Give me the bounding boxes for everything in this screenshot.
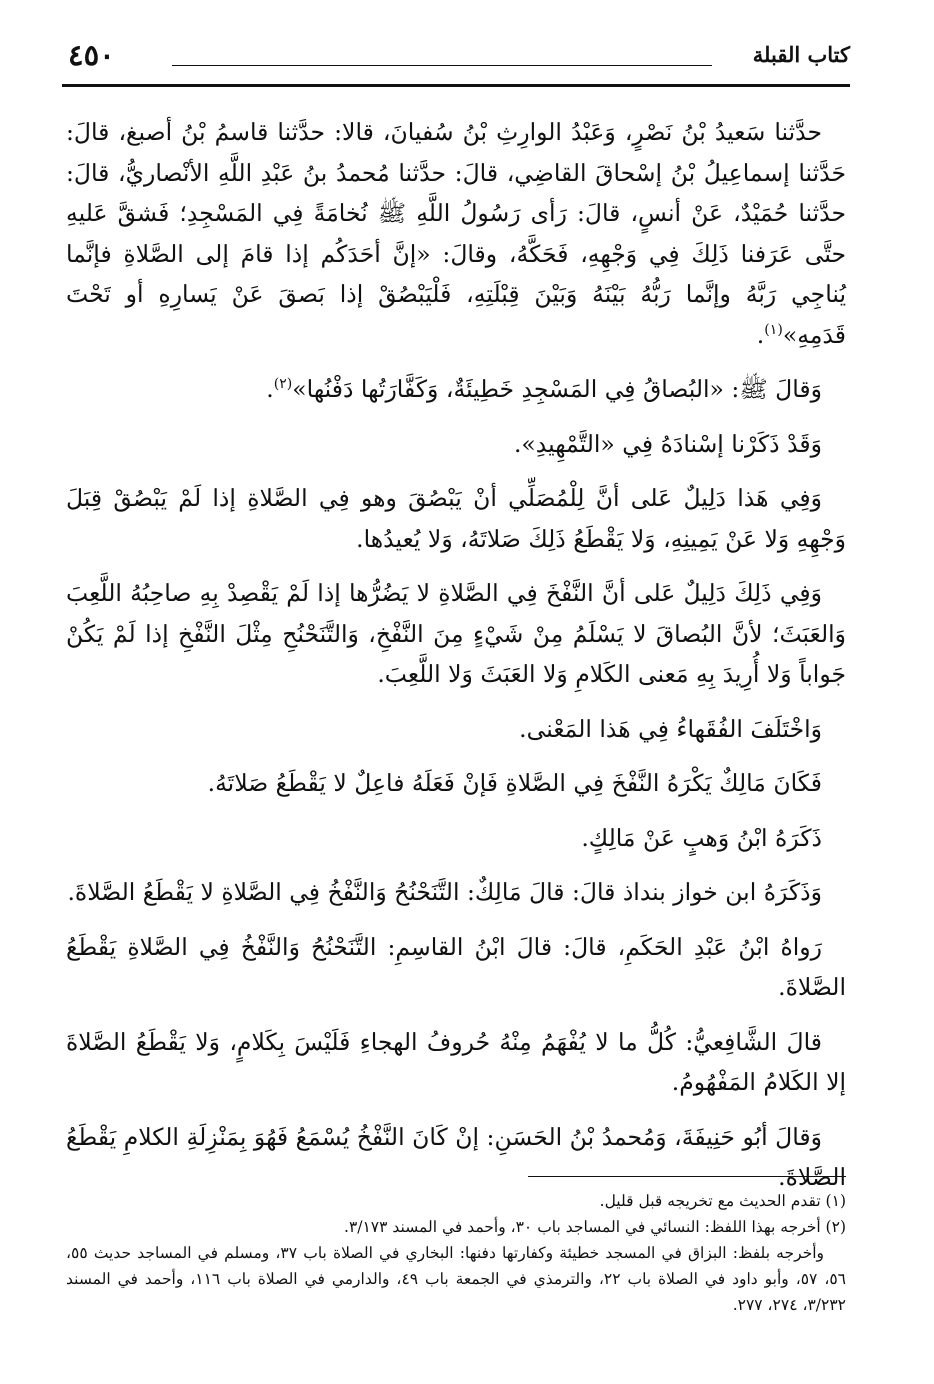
paragraph: وَقالَ أبُو حَنِيفَةَ، وَمُحمدُ بْنُ الحَسَنِ: إنْ كَانَ النَّفْخُ يُسْمَعُ فَهُوَ بِمَنْزِلَةِ الكلامِ يَقْطَعُ الصَّلاةَ. <box>66 1122 846 1191</box>
footnotes <box>66 1188 846 1318</box>
paragraph: حدَّثنا سَعيدُ بْنُ نَصْرٍ، وَعَبْدُ الوارِثِ بْنُ سُفيانَ، قالا: حدَّثنا قاسمُ بْنُ أصبغ، قالَ: حَدَّثنا إسماعِيلُ بْنُ إسْحاقَ القاضِي، قالَ: حدَّثنا مُحمدُ بنُ عَبْدِ اللَّهِ الأنْصاريُّ، قالَ: حدَّثنا حُمَيْدٌ، عَنْ أنسٍ، قالَ: رَأى رَسُولُ اللَّهِ ﷺ نُخامَةً فِي المَسْجِدِ؛ فَشقَّ عَليهِ حتَّى عَرَفنا ذَلِكَ فِي وَجْهِهِ، فَحَكَّهُ، وقالَ: «إنَّ أحَدَكُم إذا قامَ إلى الصَّلاةِ فإنَّما يُناجِي رَبَّهُ وإنَّما رَبُّهُ بَيْنَهُ وَبَيْنَ قِبْلَتِهِ، فَلْيَبْصُقْ إذا بَصقَ عَنْ يَسارِهِ أو تَحْتَ قَدَمِهِ»$^{(١)}$. <box>66 118 846 349</box>
footnote: (٢) أخرجه بهذا اللفظ: النسائي في المساجد باب ٣٠، وأحمد في المسند ٣/١٧٣. <box>344 1218 846 1236</box>
main-text <box>66 112 846 1212</box>
paragraph: قالَ الشَّافِعيُّ: كُلُّ ما لا يُفْهَمُ مِنْهُ حُروفُ الهجاءِ فَلَيْسَ بِكَلامٍ، وَلا يَقْطَعُ الصَّلاةَ إلا الكَلامُ المَفْهُومُ. <box>66 1027 846 1096</box>
paragraph: وَذَكَرَهُ ابن خواز بنداذ قالَ: قالَ مَالِكٌ: التَّنَحْنُحُ وَالنَّفْخُ فِي الصَّلاةِ لا يَقْطَعُ الصَّلاةَ. <box>67 878 822 906</box>
book-title: كتاب القبلة <box>752 42 850 67</box>
footnote-ref: (١) <box>764 321 783 338</box>
paragraph: وَقَدْ ذَكَرْنا إسْنادَهُ فِي «التَّمْهِيدِ». <box>513 429 822 458</box>
header-rule <box>172 65 712 66</box>
paragraph: ذَكَرَهُ ابْنُ وَهبٍ عَنْ مَالِكٍ. <box>581 823 822 852</box>
paragraph: فَكَانَ مَالِكٌ يَكْرَهُ النَّفْخَ فِي الصَّلاةِ فَإنْ فَعَلَهُ فاعِلٌ لا يَقْطَعُ صَلاتَهُ. <box>207 769 822 797</box>
page-header <box>62 36 850 87</box>
footnote-separator <box>528 1176 846 1177</box>
paragraph: وَفِي ذَلِكَ دَلِيلٌ عَلى أنَّ النَّفْخَ فِي الصَّلاةِ لا يَضُرُّها إذا لَمْ يَقْصِدْ بِهِ صاحِبُهُ اللَّعِبَ وَالعَبَثَ؛ لأنَّ البُصاقَ لا يَسْلَمُ مِنْ شَيْءٍ مِنَ النَّفْخِ، وَالتَّنَحْنُحِ مِثْلَ النَّفْخِ إذا لَمْ يَكُنْ جَواباً وَلا أُرِيدَ بِهِ مَعنى الكَلامِ وَلا العَبَثَ وَلا اللَّعِبَ. <box>66 579 846 688</box>
paragraph: وَفِي هَذا دَلِيلٌ عَلى أنَّ لِلْمُصَلِّي أنْ يَبْصُقَ وهو فِي الصَّلاةِ إذا لَمْ يَبْصُقْ قِبَلَ وَجْهِهِ وَلا عَنْ يَمِينِهِ، وَلا يَقْطَعُ ذَلِكَ صَلاتَهُ، وَلا يُعيدُها. <box>66 484 846 553</box>
footnote-continuation: وأخرجه بلفظ: البزاق في المسجد خطيئة وكفارتها دفنها: البخاري في الصلاة باب ٣٧، ومسلم في المساجد حديث ٥٥، ٥٦، ٥٧، وأبو داود في الصلاة باب ٢٢، والترمذي في الجمعة باب ٤٩، والدارمي في الصلاة باب ١١٦، وأحمد في المسند ٣/٢٣٢، ٢٧٤، ٢٧٧. <box>66 1244 846 1314</box>
paragraph: وَقالَ ﷺ: «البُصاقُ فِي المَسْجِدِ خَطِيئَةٌ، وَكَفَّارَتُها دَفْنُها»$^{(٢)}$. <box>266 375 822 403</box>
footnote: (١) تقدم الحديث مع تخريجه قبل قليل. <box>599 1192 846 1210</box>
paragraph: رَواهُ ابْنُ عَبْدِ الحَكَمِ، قالَ: قالَ ابْنُ القاسِمِ: التَّنَحْنُحُ وَالنَّفْخُ فِي الصَّلاةِ يَقْطَعُ الصَّلاةَ. <box>66 932 846 1001</box>
page-number: ٤٥٠ <box>68 38 115 72</box>
paragraph: وَاخْتَلَفَ الفُقَهاءُ فِي هَذا المَعْنى. <box>519 714 822 743</box>
footnote-ref: (٢) <box>273 376 293 393</box>
